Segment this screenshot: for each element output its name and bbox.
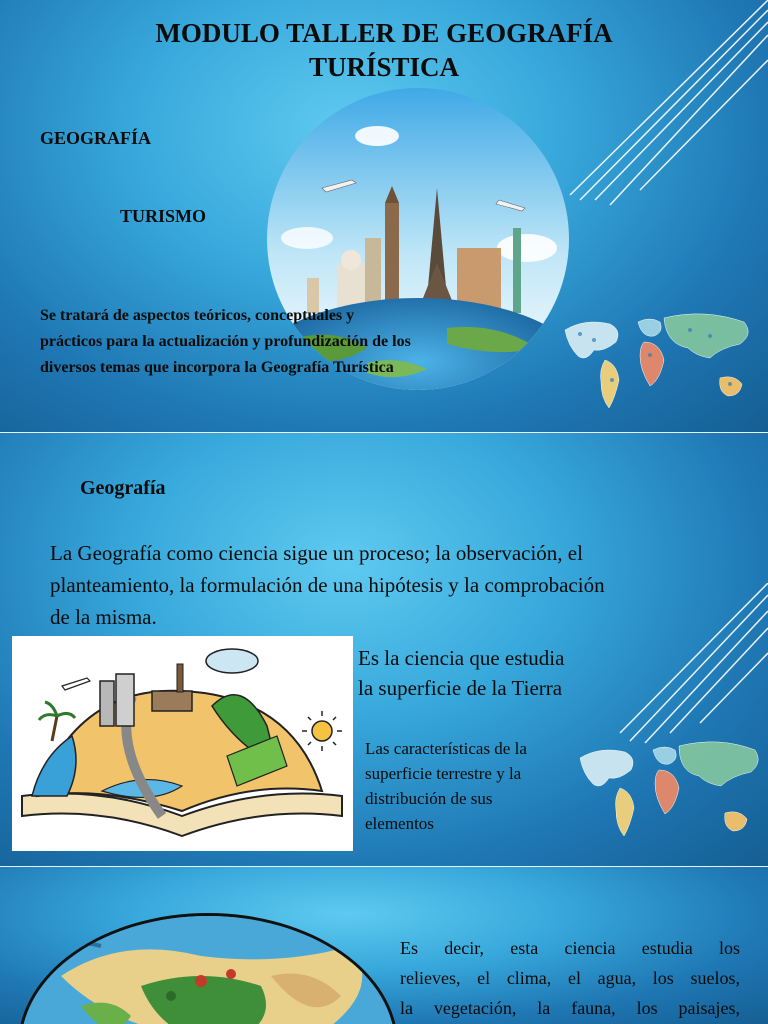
definition-line-1: Es la ciencia que estudia xyxy=(358,646,565,670)
text-line-1: Es decir, esta ciencia estudia los xyxy=(400,938,740,958)
slide-2-detail xyxy=(365,736,527,836)
slide-2-heading: Geografía xyxy=(80,477,166,499)
description-line-2: prácticos para la actualización y profundización de los xyxy=(40,333,411,350)
label-turismo: TURISMO xyxy=(120,206,207,226)
slide-1 xyxy=(0,0,768,433)
text-line-2: relieves, el clima, el agua, los suelos, xyxy=(400,968,740,988)
slide-2 xyxy=(0,433,768,867)
label-geografia: GEOGRAFÍA xyxy=(40,128,152,148)
world-map-icon xyxy=(575,728,765,858)
text-line-3: la vegetación, la fauna, los paisajes, xyxy=(400,998,740,1018)
slide-1-description xyxy=(40,303,411,381)
geography-book-image xyxy=(12,636,353,851)
detail-line-2: superficie terrestre y la xyxy=(365,764,522,783)
paragraph-line-2: planteamiento, la formulación de una hipótesis y la comprobación xyxy=(50,573,605,597)
paragraph-line-1: La Geografía como ciencia sigue un proceso; la observación, el xyxy=(50,541,583,565)
detail-line-3: distribución de sus xyxy=(365,789,493,808)
paragraph-line-3: de la misma. xyxy=(50,605,157,629)
detail-line-1: Las características de la xyxy=(365,739,527,758)
detail-line-4: elementos xyxy=(365,814,434,833)
slide-2-paragraph xyxy=(50,537,745,633)
description-line-1: Se tratará de aspectos teóricos, conceptuales y xyxy=(40,307,355,324)
title-line-1: MODULO TALLER DE GEOGRAFÍA xyxy=(155,18,613,48)
slide-2-definition xyxy=(358,643,564,703)
description-line-3: diversos temas que incorpora la Geografía Turística xyxy=(40,359,394,376)
landscape-map-image xyxy=(18,913,398,1024)
slide-3-text xyxy=(400,933,740,1023)
slide-1-title xyxy=(0,16,768,84)
title-line-2: TURÍSTICA xyxy=(308,52,460,82)
world-map-icon xyxy=(560,300,760,425)
definition-line-2: la superficie de la Tierra xyxy=(358,676,563,700)
slide-3 xyxy=(0,867,768,1024)
